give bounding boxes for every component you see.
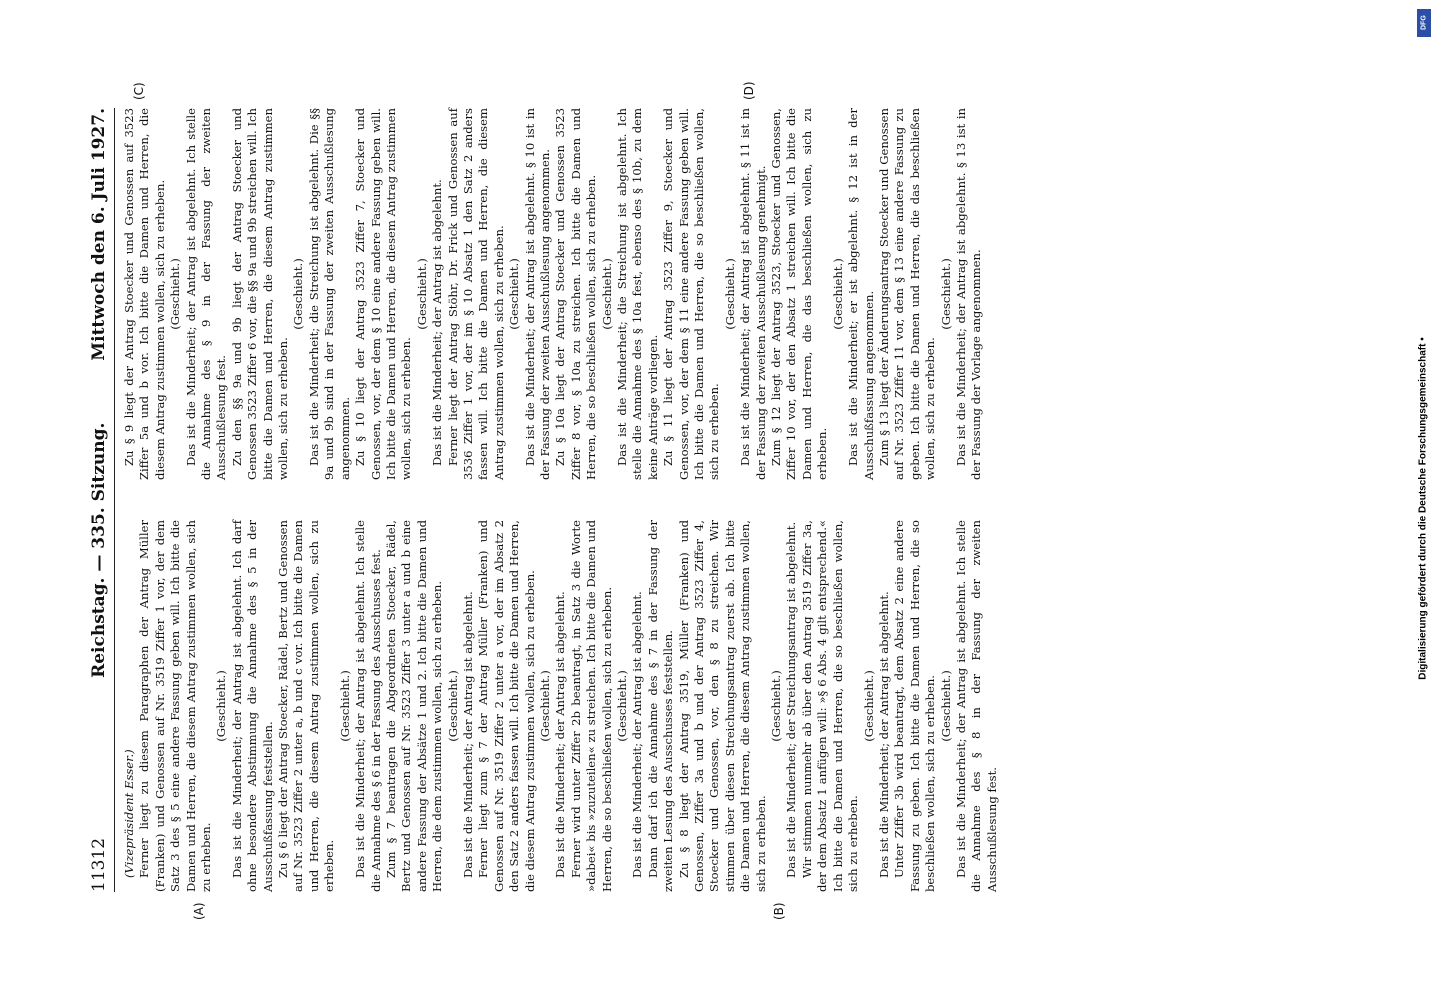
stage-direction: (Geschieht.) [414,258,429,330]
paragraph: Das ist die Minderheit; der Antrag ist abgelehnt. Ich stelle die Annahme des § 9 in der Fassung der zweiten Ausschußlesung fest. [183,108,229,480]
stage-direction: (Geschieht.) [769,670,784,742]
left-column [122,520,1000,892]
paragraph: Ferner liegt der Antrag Stöhr, Dr. Frick und Genossen auf 3536 Ziffer 1 vor, der im § 10 Absatz 1 den Satz 2 anders fassen will. Ich bitte die Damen und Herren, die diesem Antrag zustimmen wollen, sich zu erheben. [445,108,506,480]
stage-direction: (Geschieht.) [615,670,629,742]
paragraph: Zu § 6 liegt der Antrag Stoecker, Rädel, Bertz und Genossen auf Nr. 3523 Ziffer 2 unter a, b und c vor. Ich bitte die Damen und Herren, die diesem Antrag zustimmen wollen, sich zu erheben. [276,520,337,892]
paragraph: Ferner liegt zum § 7 der Antrag Müller (Franken) und Genossen auf Nr. 3519 Ziffer 2 unter a vor, der im Absatz 2 den Satz 2 anders fassen will. Ich bitte die Damen und Herren, die diesem Antrag zustimmen wollen, sich zu erheben. [476,520,537,892]
dfg-logo: DFG [1417,9,1431,37]
paragraph: Zu § 10a liegt der Antrag Stoecker und Genossen 3523 Ziffer 8 vor, § 10a zu streichen. Ich bitte die Damen und Herren, die so beschließen wollen, sich zu erheben. [553,108,599,480]
paragraph: Das ist die Minderheit; der Streichungsantrag ist abgelehnt. [784,521,799,878]
margin-marker-d: (D) [742,81,756,100]
paragraph: Zu § 10 liegt der Antrag 3523 Ziffer 7, Stoecker und Genossen, vor, der dem § 10 eine andere Fassung geben will. Ich bitte die Damen und Herren, die diesem Antrag zustimmen wollen, sich zu erheben. [353,108,414,480]
margin-marker-b: (B) [772,902,786,920]
speaker-label: (Vizepräsident Esser.) [122,749,136,878]
document-page [52,50,1382,950]
right-column [122,108,985,480]
page-number: 11312 [89,837,109,892]
margin-marker-a: (A) [192,902,206,920]
paragraph: Ferner wird unter Ziffer 2b beantragt, in Satz 3 die Worte »dabei« bis »zuzuteilen« zu streichen. Ich bitte die Damen und Herren, die so beschließen wollen, sich zu erheben. [568,520,614,892]
stage-direction: (Geschieht.) [830,258,845,330]
stage-direction: (Geschieht.) [537,670,552,742]
paragraph: Zum § 7 beantragen die Abgeordneten Stoecker, Rädel, Bertz und Genossen auf Nr. 3523 Ziffer 3 unter a und b eine andere Fassung der Absätze 1 und 2. Ich bitte die Damen und Herren, die dem zustimmen wollen, sich zu erheben. [383,520,445,892]
paragraph: Zum § 12 liegt der Antrag 3523, Stoecker und Genossen, Ziffer 10 vor, der den Absatz 1 streichen will. Ich bitte die Damen und Herren, die das beschließen wollen, sich zu erheben. [769,108,830,480]
stage-direction: (Geschieht.) [445,670,460,742]
credit-text: Digitalisierung gefördert durch die Deutsche Forschungsgemeinschaft • [1417,337,1429,680]
paragraph: Das ist die Minderheit; der Antrag ist abgelehnt. Ich darf ohne besondere Abstimmung die Annahme des § 5 in der Ausschußfassung feststellen. [229,520,275,892]
header-rule [114,108,115,892]
paragraph: Das ist die Minderheit; der Antrag ist abgelehnt. § 13 ist in der Fassung der Vorlage angenommen. [953,108,984,480]
stage-direction: (Geschieht.) [507,258,522,330]
paragraph: Zu § 9 liegt der Antrag Stoecker und Genossen auf 3523 Ziffer 5a und b vor. Ich bitte die Damen und Herren, die diesem Antrag zustimmen wollen, sich zu erheben. [122,108,167,480]
stage-direction: (Geschieht.) [722,258,737,330]
margin-marker-c: (C) [132,82,146,100]
stage-direction: (Geschieht.) [938,258,953,330]
paragraph: Zum § 13 liegt der Änderungsantrag Stoecker und Genossen auf Nr. 3523 Ziffer 11 vor, dem § 13 eine andere Fassung zu geben. Ich bitte die Damen und Herren, die das beschließen wollen, sich zu erheben. [876,108,938,480]
digitization-credit [1412,8,1434,998]
paragraph: Ferner liegt zu diesem Paragraphen der Antrag Müller (Franken) und Genossen auf Nr. 3519 Ziffer 1 vor, der dem Satz 3 des § 5 eine andere Fassung geben will. Ich bitte die Damen und Herren, die diesem Antrag zustimmen wollen, sich zu erheben. [137,520,214,892]
stage-direction: (Geschieht.) [938,670,953,742]
page-title: Reichstag. — 335. Sitzung. [89,422,109,678]
stage-direction: (Geschieht.) [291,258,306,330]
stage-direction: (Geschieht.) [168,258,183,330]
paragraph: Das ist die Minderheit; der Antrag ist abgelehnt. [430,179,445,466]
paragraph: Unter Ziffer 3b wird beantragt, dem Absatz 2 eine andere Fassung zu geben. Ich bitte die Damen und Herren, die so beschließen wollen, sich zu erheben. [892,520,938,892]
stage-direction: (Geschieht.) [337,670,352,742]
paragraph: Zu § 11 liegt der Antrag 3523 Ziffer 9, Stoecker und Genossen, vor, der dem § 11 eine andere Fassung geben will. Ich bitte die Damen und Herren, die so beschließen wollen, sich zu erheben. [661,108,722,480]
stage-direction: (Geschieht.) [214,670,229,742]
paragraph: Das ist die Minderheit; der Antrag ist abgelehnt. [630,591,645,878]
paragraph: Das ist die Minderheit; der Antrag ist abgelehnt. [460,591,475,878]
paragraph: Das ist die Minderheit; der Antrag ist abgelehnt. [553,591,568,878]
stage-direction: (Geschieht.) [861,670,876,742]
paragraph: Das ist die Minderheit; der Antrag ist abgelehnt. § 11 ist in der Fassung der zweiten Ausschußlesung genehmigt. [738,108,768,480]
paragraph: Zu § 8 liegt der Antrag 3519, Müller (Franken) und Genossen, Ziffer 3a und b und der Antrag 3523 Ziffer 4, Stoecker und Genossen, vor, den § 8 zu streichen. Wir stimmen über diesen Streichungsantrag zuerst ab. Ich bitte die Damen und Herren, die diesem Antrag zustimmen wollen, sich zu erheben. [676,520,768,892]
paragraph: Das ist die Minderheit; er ist abgelehnt. § 12 ist in der Ausschußfassung angenommen. [846,108,876,480]
paragraph: Das ist die Minderheit; der Antrag ist abgelehnt. § 10 ist in der Fassung der zweiten Ausschußlesung angenommen. [522,108,552,480]
paragraph: Zu den §§ 9a und 9b liegt der Antrag Stoecker und Genossen 3523 Ziffer 6 vor, die §§ 9a und 9b streichen will. Ich bitte die Damen und Herren, die diesem Antrag zustimmen wollen, sich zu erheben. [229,108,291,480]
paragraph: Wir stimmen nunmehr ab über den Antrag 3519 Ziffer 3a, der dem Absatz 1 anfügen will: »§ 6 Abs. 4 gilt entsprechend.« Ich bitte die Damen und Herren, die so beschließen wollen, sich zu erheben. [799,520,861,892]
stage-direction: (Geschieht.) [599,258,614,330]
paragraph: Das ist die Minderheit; der Antrag ist abgelehnt. Ich stelle die Annahme des § 6 in der Fassung des Ausschusses fest. [353,520,383,892]
page-header [86,108,112,892]
paragraph: Das ist die Minderheit; der Antrag ist abgelehnt. Ich stelle die Annahme des § 8 in der Fassung der zweiten Ausschußlesung fest. [953,520,999,892]
page-date: Mittwoch den 6. Juli 1927. [89,108,109,361]
paragraph: Das ist die Minderheit; die Streichung ist abgelehnt. Die §§ 9a und 9b sind in der Fassung der zweiten Ausschußlesung angenommen. [306,108,352,480]
paragraph: Das ist die Minderheit; die Streichung ist abgelehnt. Ich stelle die Annahme des § 10a fest, ebenso des § 10b, zu dem keine Anträge vorliegen. [615,108,660,480]
paragraph: Das ist die Minderheit; der Antrag ist abgelehnt. [876,591,891,878]
paragraph: Dann darf ich die Annahme des § 7 in der Fassung der zweiten Lesung des Ausschusses feststellen. [645,520,676,892]
